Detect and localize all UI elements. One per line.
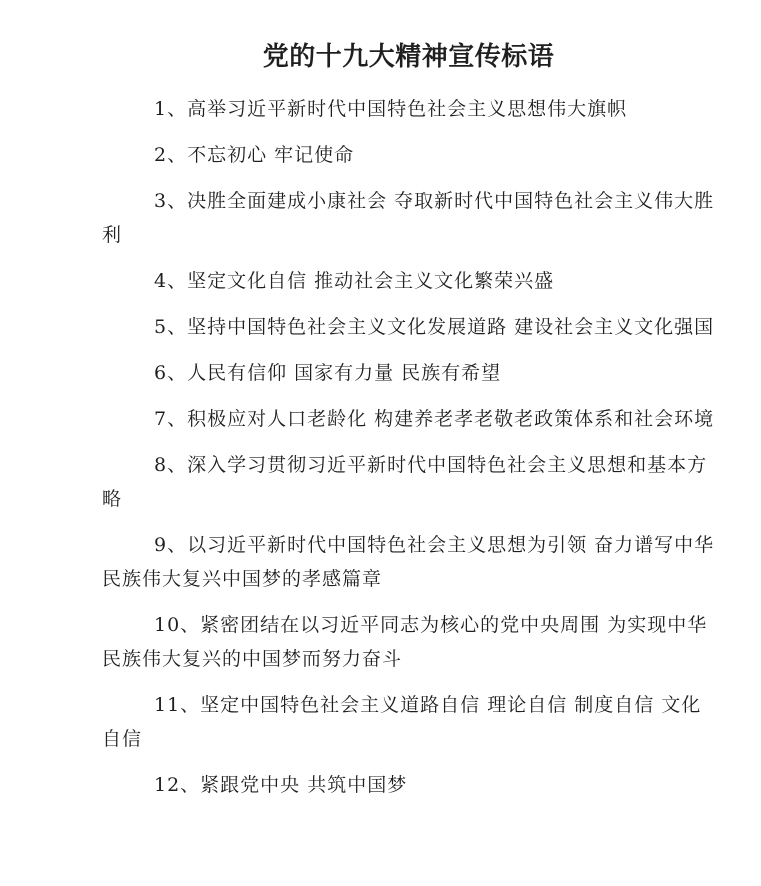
slogan-item-8: 8、深入学习贯彻习近平新时代中国特色社会主义思想和基本方略 — [102, 454, 708, 510]
document-title: 党的十九大精神宣传标语 — [262, 42, 555, 72]
slogan-item-6: 6、人民有信仰 国家有力量 民族有希望 — [154, 362, 502, 384]
slogan-item-9: 9、以习近平新时代中国特色社会主义思想为引领 奋力谱写中华民族伟大复兴中国梦的孝感篇章 — [102, 534, 715, 590]
slogan-item-7: 7、积极应对人口老龄化 构建养老孝老敬老政策体系和社会环境 — [154, 408, 715, 430]
slogan-item-12: 12、紧跟党中央 共筑中国梦 — [154, 774, 408, 796]
slogan-list — [102, 92, 715, 802]
slogan-item-3: 3、决胜全面建成小康社会 夺取新时代中国特色社会主义伟大胜利 — [102, 190, 715, 246]
slogan-item-2: 2、不忘初心 牢记使命 — [154, 144, 355, 166]
slogan-item-11: 11、坚定中国特色社会主义道路自信 理论自信 制度自信 文化自信 — [102, 694, 702, 750]
slogan-item-10: 10、紧密团结在以习近平同志为核心的党中央周围 为实现中华民族伟大复兴的中国梦而努力奋斗 — [102, 614, 708, 670]
slogan-item-1: 1、高举习近平新时代中国特色社会主义思想伟大旗帜 — [154, 98, 628, 120]
slogan-item-5: 5、坚持中国特色社会主义文化发展道路 建设社会主义文化强国 — [154, 316, 715, 338]
slogan-item-4: 4、坚定文化自信 推动社会主义文化繁荣兴盛 — [154, 270, 555, 292]
